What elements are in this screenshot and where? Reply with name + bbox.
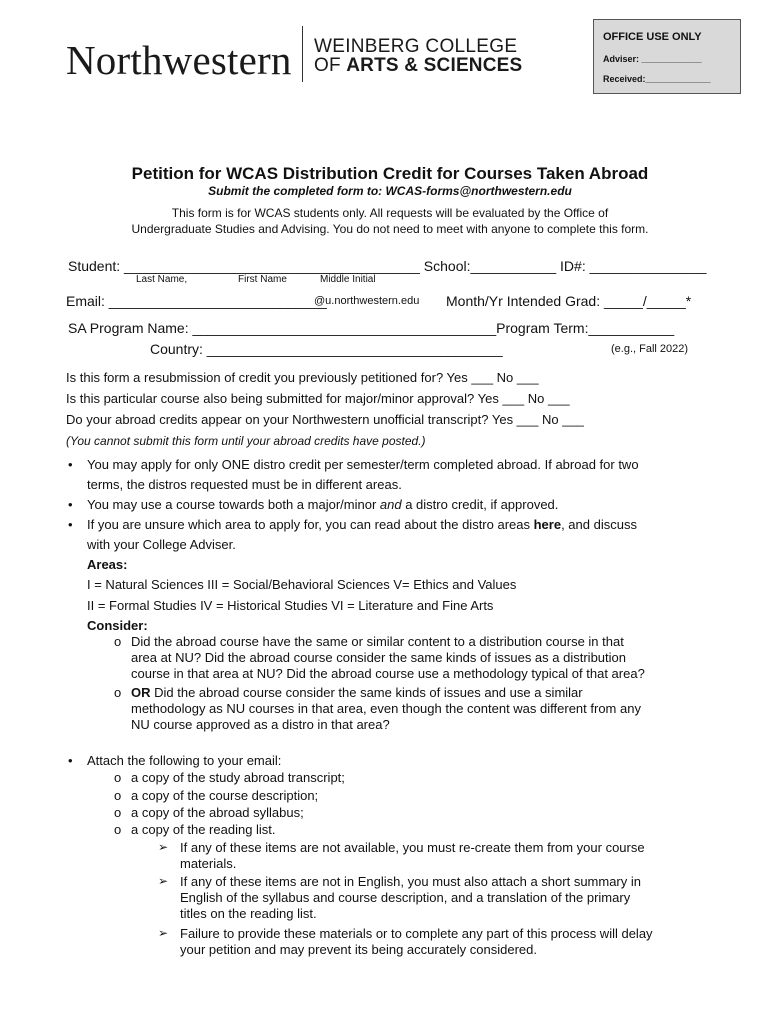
email-field[interactable]: Email: ____________________________ bbox=[66, 293, 327, 309]
note-failure-line1: Failure to provide these materials or to complete any part of this process will delay bbox=[180, 926, 653, 941]
posted-credits-note: (You cannot submit this form until your abroad credits have posted.) bbox=[66, 434, 426, 448]
bullet-major-minor-post: a distro credit, if approved. bbox=[401, 497, 559, 512]
consider-or-bold: OR bbox=[131, 685, 151, 700]
email-domain: @u.northwestern.edu bbox=[314, 295, 420, 307]
arrow-bullet-icon: ➢ bbox=[158, 926, 169, 940]
bullet-unsure-post: , and discuss bbox=[561, 517, 637, 532]
grad-date-field[interactable]: Month/Yr Intended Grad: _____/_____* bbox=[446, 293, 692, 309]
hint-first-name: First Name bbox=[238, 274, 287, 285]
student-field[interactable]: Student: ______________________________________ School:___________ ID#: _______________ bbox=[68, 258, 707, 274]
attach-item-transcript: a copy of the study abroad transcript; bbox=[131, 770, 345, 785]
college-name-line1: WEINBERG COLLEGE bbox=[314, 36, 518, 57]
note-recreate-line1: If any of these items are not available, you must re-create them from your course bbox=[180, 840, 645, 855]
note-failure-line2: your petition and may prevent its being accurately considered. bbox=[180, 942, 537, 957]
northwestern-wordmark: Northwestern bbox=[66, 37, 292, 83]
note-recreate-line2: materials. bbox=[180, 856, 237, 871]
circle-bullet-icon: o bbox=[114, 788, 122, 803]
term-example: (e.g., Fall 2022) bbox=[611, 343, 689, 355]
areas-line1: I = Natural Sciences III = Social/Behavioral Sciences V= Ethics and Values bbox=[87, 577, 517, 592]
areas-line2: II = Formal Studies IV = Historical Studies VI = Literature and Fine Arts bbox=[87, 598, 494, 613]
bullet-icon: • bbox=[68, 457, 73, 472]
arrow-bullet-icon: ➢ bbox=[158, 874, 169, 888]
attach-item-description: a copy of the course description; bbox=[131, 788, 319, 803]
bullet-major-minor bbox=[87, 495, 707, 515]
intro-text bbox=[100, 205, 680, 237]
bullet-major-minor-pre: You may use a course towards both a major/minor bbox=[87, 497, 380, 512]
bullet-one-distro-line2: terms, the distros requested must be in different areas. bbox=[87, 477, 402, 492]
consider-or-line2: methodology as NU courses in that area, even though the content was different from any bbox=[131, 701, 641, 716]
logo-divider bbox=[302, 26, 303, 82]
consider-or-line1: Did the abroad course consider the same kinds of issues and use a similar bbox=[150, 685, 583, 700]
bullet-major-minor-em: and bbox=[379, 497, 402, 512]
bullet-unsure-area bbox=[87, 515, 707, 555]
consider-content-line3: course in that area at NU? Did the abroad course use a methodology typical of that area? bbox=[131, 666, 645, 681]
attach-item-reading-list: a copy of the reading list. bbox=[131, 822, 276, 837]
intro-line-2: Undergraduate Studies and Advising. You do not need to meet with anyone to complete this form. bbox=[131, 222, 649, 236]
office-received-field[interactable]: Received:_____________ bbox=[603, 74, 711, 84]
bullet-one-distro-line1: You may apply for only ONE distro credit per semester/term completed abroad. If abroad for two bbox=[87, 457, 639, 472]
bullet-one-distro bbox=[87, 455, 707, 495]
areas-heading: Areas: bbox=[87, 557, 128, 572]
note-english-line2: English of the syllabus and course description, and a translation of the primary bbox=[180, 890, 631, 905]
question-major-minor[interactable]: Is this particular course also being submitted for major/minor approval? Yes ___ No ___ bbox=[66, 391, 570, 406]
circle-bullet-icon: o bbox=[114, 634, 122, 649]
question-transcript[interactable]: Do your abroad credits appear on your Northwestern unofficial transcript? Yes ___ No ___ bbox=[66, 412, 584, 427]
note-english-line1: If any of these items are not in English, you must also attach a short summary in bbox=[180, 874, 641, 889]
circle-bullet-icon: o bbox=[114, 770, 122, 785]
bullet-icon: • bbox=[68, 753, 73, 768]
consider-item-content bbox=[131, 634, 701, 682]
intro-line-1: This form is for WCAS students only. All requests will be evaluated by the Office of bbox=[171, 206, 609, 220]
circle-bullet-icon: o bbox=[114, 685, 122, 700]
attach-heading: Attach the following to your email: bbox=[87, 753, 282, 768]
distro-areas-link[interactable]: here bbox=[533, 517, 562, 532]
consider-content-line2: area at NU? Did the abroad course consider the same kinds of issues as a distribution bbox=[131, 650, 626, 665]
consider-heading: Consider: bbox=[87, 618, 148, 633]
circle-bullet-icon: o bbox=[114, 822, 122, 837]
country-field[interactable]: Country: ______________________________________ bbox=[150, 341, 503, 357]
college-name-line2 bbox=[314, 55, 522, 77]
note-recreate bbox=[180, 840, 700, 872]
consider-content-line1: Did the abroad course have the same or similar content to a distribution course in that bbox=[131, 634, 624, 649]
sa-program-field[interactable]: SA Program Name: _______________________________________Program Term:___________ bbox=[68, 320, 675, 336]
office-adviser-field[interactable]: Adviser: ____________ bbox=[603, 54, 702, 64]
consider-item-or bbox=[131, 685, 701, 733]
office-use-box bbox=[593, 19, 741, 94]
circle-bullet-icon: o bbox=[114, 805, 122, 820]
college-line2-prefix: OF bbox=[314, 55, 347, 76]
note-english bbox=[180, 874, 700, 922]
question-resubmission[interactable]: Is this form a resubmission of credit you previously petitioned for? Yes ___ No ___ bbox=[66, 370, 539, 385]
hint-last-name: Last Name, bbox=[136, 274, 188, 285]
form-title: Petition for WCAS Distribution Credit for Courses Taken Abroad bbox=[131, 164, 649, 183]
hint-middle-initial: Middle Initial bbox=[320, 274, 376, 285]
bullet-unsure-line2: with your College Adviser. bbox=[87, 537, 236, 552]
bullet-icon: • bbox=[68, 497, 73, 512]
college-line2-bold: ARTS & SCIENCES bbox=[346, 55, 523, 76]
arrow-bullet-icon: ➢ bbox=[158, 840, 169, 854]
note-failure bbox=[180, 926, 700, 958]
form-subtitle: Submit the completed form to: WCAS-forms@northwestern.edu bbox=[208, 184, 572, 198]
consider-or-line3: NU course approved as a distro in that area? bbox=[131, 717, 390, 732]
attach-item-syllabus: a copy of the abroad syllabus; bbox=[131, 805, 304, 820]
bullet-icon: • bbox=[68, 517, 73, 532]
bullet-unsure-pre: If you are unsure which area to apply for, you can read about the distro areas bbox=[87, 517, 534, 532]
office-use-title: OFFICE USE ONLY bbox=[603, 31, 702, 43]
note-english-line3: titles on the reading list. bbox=[180, 906, 317, 921]
